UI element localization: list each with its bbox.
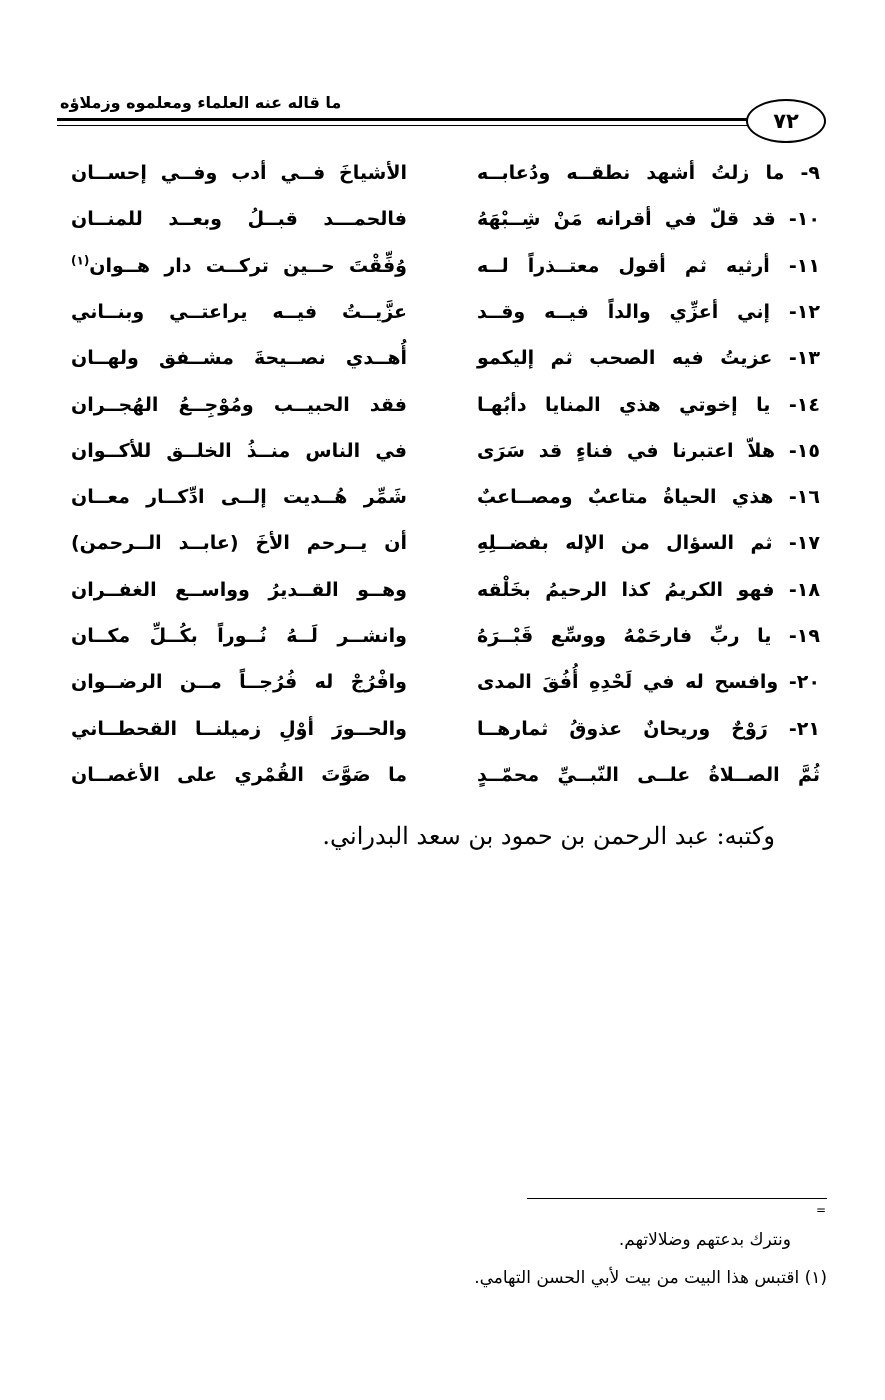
verse-number: ٩-	[800, 162, 820, 184]
verse-second-hemistich	[71, 246, 407, 286]
verse-second-text: أن يــرحم الأخَ (عابــد الــرحمن)	[71, 532, 407, 554]
verse-first-text: هلاّ اعتبرنا في فناءٍ قد سَرَى	[477, 440, 776, 462]
verse-first-text: أرثيه ثم أقول معتــذراً لــه	[477, 255, 770, 277]
verse-first-text: وافسح له في لَحْدِهِ أُفُقَ المدى	[477, 671, 779, 693]
header-rule-thin	[57, 125, 750, 126]
verse-second-text: في الناس منــذُ الخلــق للأكــوان	[71, 440, 407, 462]
verse-first-text: يا إخوتي هذي المنايا دأبُهـا	[477, 394, 771, 416]
verse-line	[0, 292, 885, 332]
verse-second-text: شَمِّر هُــديت إلــى ادِّكــار معــان	[71, 486, 407, 508]
verse-second-text: وهــو القــديرُ وواســع الغفــران	[71, 579, 407, 601]
verse-second-hemistich	[71, 755, 407, 795]
verse-number: ١٦-	[788, 486, 820, 508]
verse-first-text: قد قلّ في أقرانه مَنْ شِــبْهَهُ	[477, 208, 776, 230]
verse-line	[0, 709, 885, 749]
verse-first-hemistich	[477, 662, 820, 702]
verse-first-text: ثُمَّ الصــلاةُ علــى النّبــيِّ محمّــدٍ	[477, 764, 820, 786]
verse-second-hemistich	[71, 616, 407, 656]
verse-line	[0, 616, 885, 656]
footnote-marker: (١)	[71, 253, 90, 268]
verse-first-text: رَوْحٌ وريحانٌ عذوقُ ثمارهــا	[477, 718, 768, 740]
verse-second-hemistich	[71, 570, 407, 610]
verse-second-hemistich	[71, 292, 407, 332]
verse-number: ١٨-	[788, 579, 820, 601]
verse-line	[0, 523, 885, 563]
verse-first-text: ثم السؤال من الإله بفضــلِهِ	[477, 532, 773, 554]
verse-second-text: عزَّيــتُ فيــه يراعتــي وبنــاني	[71, 301, 407, 323]
verse-second-text: وُفِّقْتَ حــين تركــت دار هــوان	[89, 255, 407, 277]
verse-second-hemistich	[71, 523, 407, 563]
verse-second-hemistich	[71, 477, 407, 517]
verse-second-hemistich	[71, 385, 407, 425]
verse-first-hemistich	[477, 246, 820, 286]
verse-line	[0, 199, 885, 239]
verse-line	[0, 385, 885, 425]
header-rule-thick	[57, 118, 750, 121]
verse-number: ١١-	[788, 255, 820, 277]
verse-second-text: الأشياخَ فــي أدب وفــي إحســان	[71, 162, 407, 184]
verse-first-hemistich	[477, 431, 820, 471]
verse-second-text: أُهــدي نصــيحةَ مشــفق ولهــان	[71, 347, 407, 369]
verse-line	[0, 153, 885, 193]
verse-second-hemistich	[71, 338, 407, 378]
verse-second-text: وانشــر لَــهُ نُــوراً بكُــلِّ مكــان	[71, 625, 407, 647]
verse-first-hemistich	[477, 477, 820, 517]
verse-first-hemistich	[477, 153, 820, 193]
verse-first-text: هذي الحياةُ متاعبٌ ومصــاعبٌ	[477, 486, 774, 508]
verse-first-text: فهو الكريمُ كذا الرحيمُ بخَلْقه	[477, 579, 775, 601]
verse-first-hemistich	[477, 385, 820, 425]
verse-line	[0, 338, 885, 378]
verse-number: ١٧-	[788, 532, 820, 554]
verse-second-text: فقد الحبيــب ومُوْجِــعُ الهُجــران	[71, 394, 407, 416]
verse-number: ١٣-	[788, 347, 820, 369]
verse-first-text: عزيتُ فيه الصحب ثم إليكمو	[477, 347, 773, 369]
verse-first-text: يا ربِّ فارحَمْهُ ووسِّع قَبْــرَهُ	[477, 625, 772, 647]
verse-second-text: والحــورَ أوْلِ زميلنــا القحطــاني	[71, 718, 407, 740]
verse-second-hemistich	[71, 199, 407, 239]
verse-first-hemistich	[477, 199, 820, 239]
verse-number: ٢١-	[788, 718, 820, 740]
verse-second-hemistich	[71, 662, 407, 702]
verse-number: ١٢-	[788, 301, 820, 323]
verse-first-hemistich	[477, 709, 820, 749]
verse-second-hemistich	[71, 431, 407, 471]
verse-line	[0, 755, 885, 795]
footnote-continuation-mark: =	[816, 1203, 827, 1217]
verse-line	[0, 662, 885, 702]
verse-second-text: ما صَوَّتَ القُمْري على الأغصــان	[71, 764, 407, 786]
verse-first-hemistich	[477, 292, 820, 332]
verse-line	[0, 431, 885, 471]
verse-number: ١٩-	[788, 625, 820, 647]
verse-first-hemistich	[477, 616, 820, 656]
verse-line	[0, 477, 885, 517]
verse-first-hemistich	[477, 570, 820, 610]
footnote-rule	[527, 1198, 827, 1199]
verse-number: ١٥-	[788, 440, 820, 462]
verse-second-text: فالحمـــد قبــلُ وبعــد للمنــان	[71, 208, 407, 230]
verse-number: ١٤-	[788, 394, 820, 416]
verse-second-text: وافْرُجْ له فُرُجــاً مــن الرضــوان	[71, 671, 407, 693]
verse-first-hemistich	[477, 755, 820, 795]
verse-line	[0, 246, 885, 286]
verse-first-text: ما زلتُ أشهد نطقــه ودُعابــه	[477, 162, 785, 184]
signature: وكتبه: عبد الرحمن بن حمود بن سعد البدراني.	[322, 822, 775, 850]
verse-first-hemistich	[477, 523, 820, 563]
verse-first-text: إني أعزِّي والداً فيــه وقــد	[477, 301, 771, 323]
verse-number: ١٠-	[788, 208, 820, 230]
running-title: ما قاله عنه العلماء ومعلموه وزملاؤه	[60, 93, 342, 112]
verse-line	[0, 570, 885, 610]
verse-second-hemistich	[71, 153, 407, 193]
footnote-continuation: ونترك بدعتهم وضلالاتهم.	[618, 1230, 791, 1250]
verse-first-hemistich	[477, 338, 820, 378]
page-number: ٧٢	[746, 99, 826, 143]
verse-number: ٢٠-	[788, 671, 820, 693]
verse-second-hemistich	[71, 709, 407, 749]
footnote-1: (١) اقتبس هذا البيت من بيت لأبي الحسن التهامي.	[474, 1268, 827, 1288]
